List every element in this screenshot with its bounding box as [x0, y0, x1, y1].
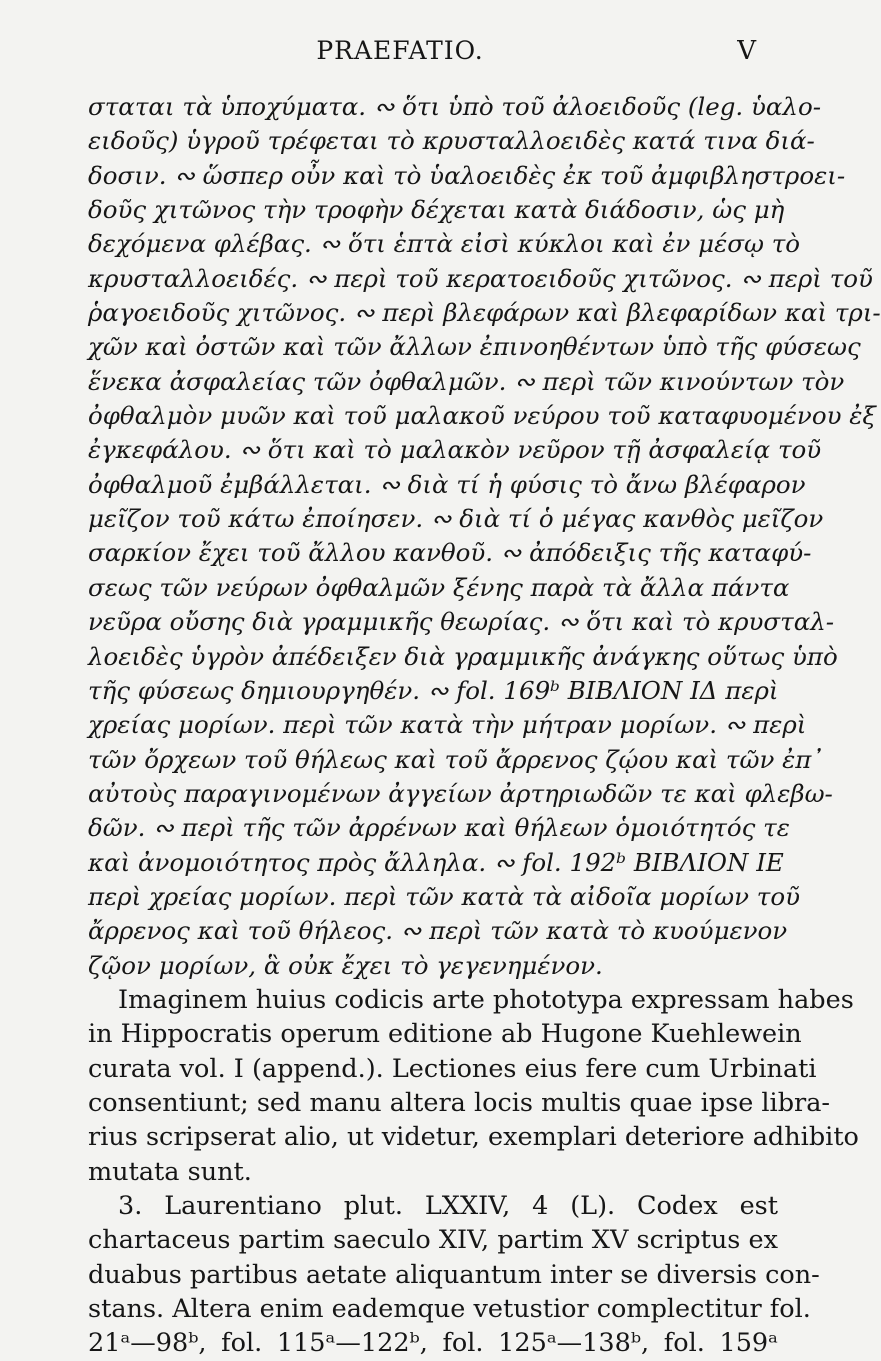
running-title: PRAEFATIO. — [316, 36, 484, 65]
greek-text-line: ὀφθαλμοῦ ἐμβάλλεται. ∾ διὰ τί ἡ φύσις τὸ ἄνω βλέφαρον — [88, 469, 806, 499]
latin-text-line: in Hippocratis operum editione ab Hugone Kuehlewein — [88, 1019, 802, 1050]
greek-text-line: χρείας μορίων. περὶ τῶν κατὰ τὴν μήτραν μορίων. ∾ περὶ — [88, 710, 807, 740]
greek-text-line: τῆς φύσεως δημιουργηθέν. ∾ fol. 169ᵇ ΒΙΒΛΙΟΝ ΙΔ περὶ — [88, 675, 779, 705]
paragraph-imaginem — [88, 983, 859, 1189]
greek-text-line: ζῷον μορίων, ἃ οὐκ ἔχει τὸ γεγενημένον. — [88, 950, 603, 980]
greek-text-line: σαρκίον ἔχει τοῦ ἄλλου κανθοῦ. ∾ ἀπόδειξις τῆς καταφύ- — [88, 538, 812, 568]
greek-table-of-contents — [88, 90, 881, 983]
page-number: V — [737, 36, 756, 66]
greek-text-line: σταται τὰ ὑποχύματα. ∾ ὅτι ὑπὸ τοῦ ἀλοειδοῦς (leg. ὑαλο- — [88, 92, 821, 121]
greek-text-line: περὶ χρείας μορίων. περὶ τῶν κατὰ τὰ αἰδοῖα μορίων τοῦ — [88, 881, 801, 911]
latin-text-line: duabus partibus aetate aliquantum inter se diversis con- — [88, 1259, 820, 1290]
running-head — [0, 36, 800, 76]
latin-text-line: 3. Laurentiano plut. LXXIV, 4 (L). Codex est — [118, 1191, 778, 1221]
greek-text-line: κρυσταλλοειδές. ∾ περὶ τοῦ κερατοειδοῦς χιτῶνος. ∾ περὶ τοῦ — [88, 263, 873, 293]
greek-text-line: μεῖζον τοῦ κάτω ἐποίησεν. ∾ διὰ τί ὁ μέγας κανθὸς μεῖζον — [88, 504, 824, 534]
greek-text-line: σεως τῶν νεύρων ὀφθαλμῶν ξένης παρὰ τὰ ἄλλα πάντα — [88, 572, 790, 602]
greek-text-line: ῥαγοειδοῦς χιτῶνος. ∾ περὶ βλεφάρων καὶ βλεφαρίδων καὶ τρι- — [88, 298, 881, 328]
greek-text-line: ἐγκεφάλου. ∾ ὅτι καὶ τὸ μαλακὸν νεῦρον τῇ ἀσφαλείᾳ τοῦ — [88, 435, 822, 465]
greek-text-line: λοειδὲς ὑγρὸν ἀπέδειξεν διὰ γραμμικῆς ἀνάγκης οὕτως ὑπὸ — [88, 641, 838, 671]
greek-text-line: ὀφθαλμὸν μυῶν καὶ τοῦ μαλακοῦ νεύρου τοῦ καταφυομένου ἐξ — [88, 401, 876, 431]
greek-text-line: ἄρρενος καὶ τοῦ θήλεος. ∾ περὶ τῶν κατὰ τὸ κυούμενον — [88, 916, 788, 946]
greek-text-line: καὶ ἀνομοιότητος πρὸς ἄλληλα. ∾ fol. 192ᵇ ΒΙΒΛΙΟΝ ΙΕ — [88, 847, 784, 877]
latin-text-line: Imaginem huius codicis arte phototypa expressam habes — [118, 984, 854, 1015]
greek-text-line: ειδοῦς) ὑγροῦ τρέφεται τὸ κρυσταλλοειδὲς κατά τινα διά- — [88, 126, 815, 156]
latin-text-line: consentiunt; sed manu altera locis multis quae ipse libra- — [88, 1087, 831, 1118]
latin-text-line: mutata sunt. — [88, 1156, 252, 1187]
greek-text-line: δοσιν. ∾ ὥσπερ οὖν καὶ τὸ ὑαλοειδὲς ἐκ τοῦ ἀμφιβληστροει- — [88, 160, 846, 190]
greek-text-line: αὐτοὺς παραγινομένων ἀγγείων ἀρτηριωδῶν τε καὶ φλεβω- — [88, 778, 833, 808]
latin-text-line: curata vol. I (append.). Lectiones eius fere cum Urbinati — [88, 1053, 817, 1084]
greek-text-line: χῶν καὶ ὀστῶν καὶ τῶν ἄλλων ἐπινοηθέντων ὑπὸ τῆς φύσεως — [88, 332, 861, 362]
greek-text-line: δῶν. ∾ περὶ τῆς τῶν ἀρρένων καὶ θήλεων ὁμοιότητός τε — [88, 813, 790, 843]
latin-text-line: rius scripserat alio, ut videtur, exemplari deteriore adhibito — [88, 1122, 859, 1153]
latin-text-line: stans. Altera enim eademque vetustior complectitur fol. — [88, 1294, 811, 1325]
latin-text-line: 21ᵃ—98ᵇ, fol. 115ᵃ—122ᵇ, fol. 125ᵃ—138ᵇ, fol. 159ᵃ — [88, 1328, 778, 1359]
greek-text-line: ἕνεκα ἀσφαλείας τῶν ὀφθαλμῶν. ∾ περὶ τῶν κινούντων τὸν — [88, 366, 845, 396]
greek-text-line: δεχόμενα φλέβας. ∾ ὅτι ἑπτὰ εἰσὶ κύκλοι καὶ ἐν μέσῳ τὸ — [88, 229, 801, 259]
paragraph-laurentiano — [88, 1189, 820, 1361]
body-text — [88, 90, 881, 1361]
greek-text-line: νεῦρα οὔσης διὰ γραμμικῆς θεωρίας. ∾ ὅτι καὶ τὸ κρυσταλ- — [88, 607, 835, 637]
latin-text-line: chartaceus partim saeculo XIV, partim XV scriptus ex — [88, 1225, 778, 1256]
greek-text-line: τῶν ὄρχεων τοῦ θήλεως καὶ τοῦ ἄρρενος ζῴου καὶ τῶν ἐπ᾽ — [88, 744, 824, 774]
greek-text-line: δοῦς χιτῶνος τὴν τροφὴν δέχεται κατὰ διάδοσιν, ὡς μὴ — [88, 195, 785, 225]
